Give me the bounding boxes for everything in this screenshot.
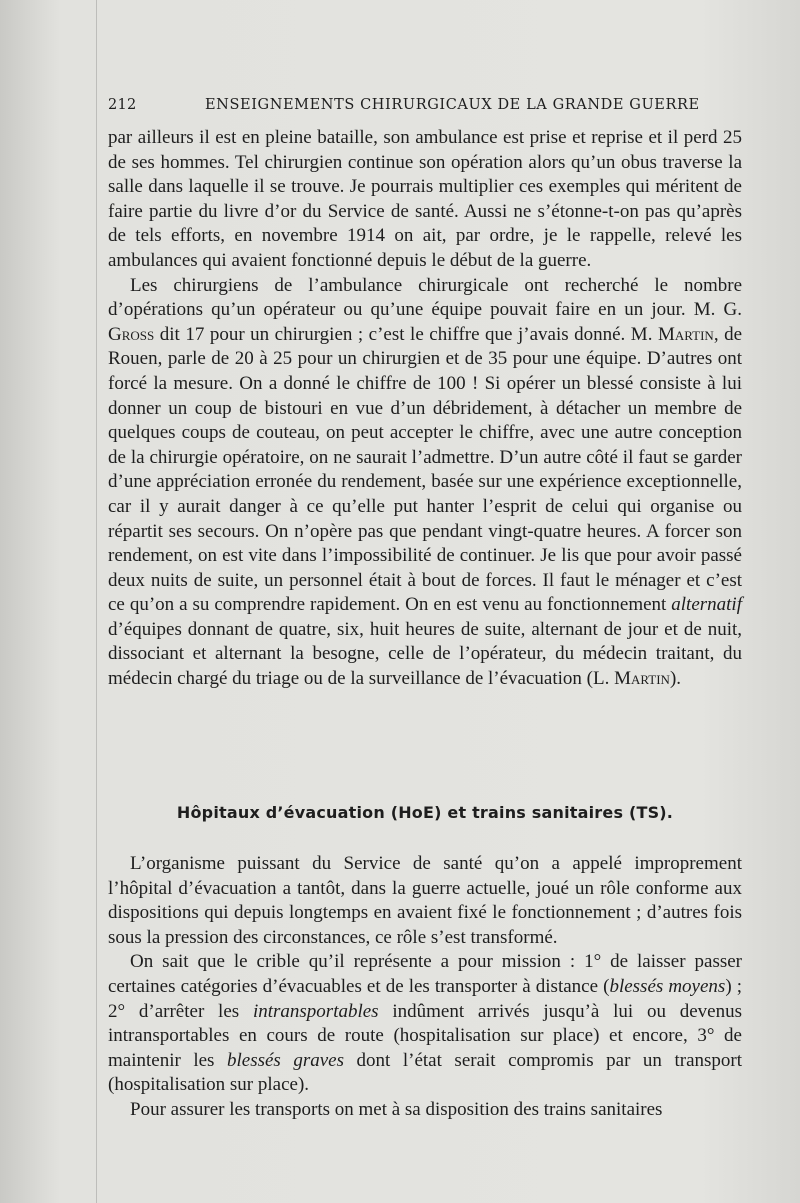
author-martin-2: Martin [614, 668, 670, 690]
paragraph-2: Les chirurgiens de l’ambulance chirurgicale ont recherché le nombre d’opérations qu’un opérateur ou qu’une équipe pouvait faire en un jour. M. G. Gross dit 17 pour un chirurgien ; c’est le chiffre que j’avais donné. M. Martin, de Rouen, parle de 20 à 25 pour un chirurgien et de 35 pour une équipe. D’autres ont forcé la mesure. On a donné le chiffre de 100 ! Si opérer un blessé consiste à lui donner un coup de bistouri en vue d’un débridement, à détacher un membre de quelques coups de couteau, on peut accepter le chiffre, avec une autre conception de la chirurgie opératoire, on ne saurait l’admettre. D’un autre côté il faut se garder d’une appréciation erronée du rendement, basée sur une expérience exceptionnelle, car il y aurait danger à ce qu’elle put hanter l’esprit de celui qui organise ou répartit ses secours. On n’opère pas que pendant vingt-quatre heures. A forcer son rendement, on est vite dans l’impossibilité de continuer. Je lis que pour avoir passé deux nuits de suite, un personnel était à bout de forces. Il faut le ménager et c’est ce qu’on a su comprendre rapidement. On en est venu au fonctionnement alternatif d’équipes donnant de quatre, six, huit heures de suite, alternant de jour et de nuit, dissociant et alternant la besogne, celle de l’opérateur, du médecin traitant, du médecin chargé du triage ou de la surveillance de l’évacuation (L. Martin). [108, 274, 742, 690]
paragraph-5: Pour assurer les transports on met à sa disposition des trains sanitaires [130, 1098, 663, 1120]
term-alternatif: alternatif [671, 594, 742, 616]
page-number: 212 [108, 97, 137, 113]
body-text-top [108, 126, 742, 692]
section-heading: Hôpitaux d’évacuation (HoE) et trains sanitaires (TS). [176, 803, 674, 822]
author-martin: Martin [657, 323, 714, 345]
term-blesses-moyens: blessés moyens [609, 975, 726, 997]
binding-shadow [96, 0, 97, 1203]
running-title: ENSEIGNEMENTS CHIRURGICAUX DE LA GRANDE GUERRE [205, 97, 700, 113]
term-blesses-graves: blessés graves [226, 1049, 345, 1071]
author-gross: Gross [108, 323, 155, 345]
paragraph-1: par ailleurs il est en pleine bataille, son ambulance est prise et reprise et il perd 25 de ses hommes. Tel chirurgien continue son opération alors qu’un obus traverse la salle dans laquelle il se trouve. Je pourrais multiplier ces exemples qui méritent de faire partie du livre d’or du Service de santé. Aussi ne s’étonne-t-on pas qu’après de tels efforts, en novembre 1914 on ait, par ordre, je le rappelle, relevé les ambulances qui avaient fonctionné depuis le début de la guerre. [108, 127, 742, 271]
paragraph-4: On sait que le crible qu’il représente a pour mission : 1° de laisser passer certaines catégories d’évacuables et de les transporter à distance (blessés moyens) ; 2° d’arrêter les intransportables indûment arrivés jusqu’à lui ou devenus intransportables en cours de route (hospitalisation sur place) et encore, 3° de maintenir les blessés graves dont l’état serait compromis par un transport (hospitalisation sur place). [108, 951, 743, 1096]
term-intransportables: intransportables [252, 1000, 379, 1022]
body-text-bottom [108, 852, 742, 1123]
paragraph-3: L’organisme puissant du Service de santé qu’on a appelé improprement l’hôpital d’évacuation a tantôt, dans la guerre actuelle, joué un rôle conforme aux dispositions qui depuis longtemps en avaient fixé le fonctionnement ; d’autres fois sous la pression des circonstances, ce rôle s’est transformé. [108, 853, 742, 948]
